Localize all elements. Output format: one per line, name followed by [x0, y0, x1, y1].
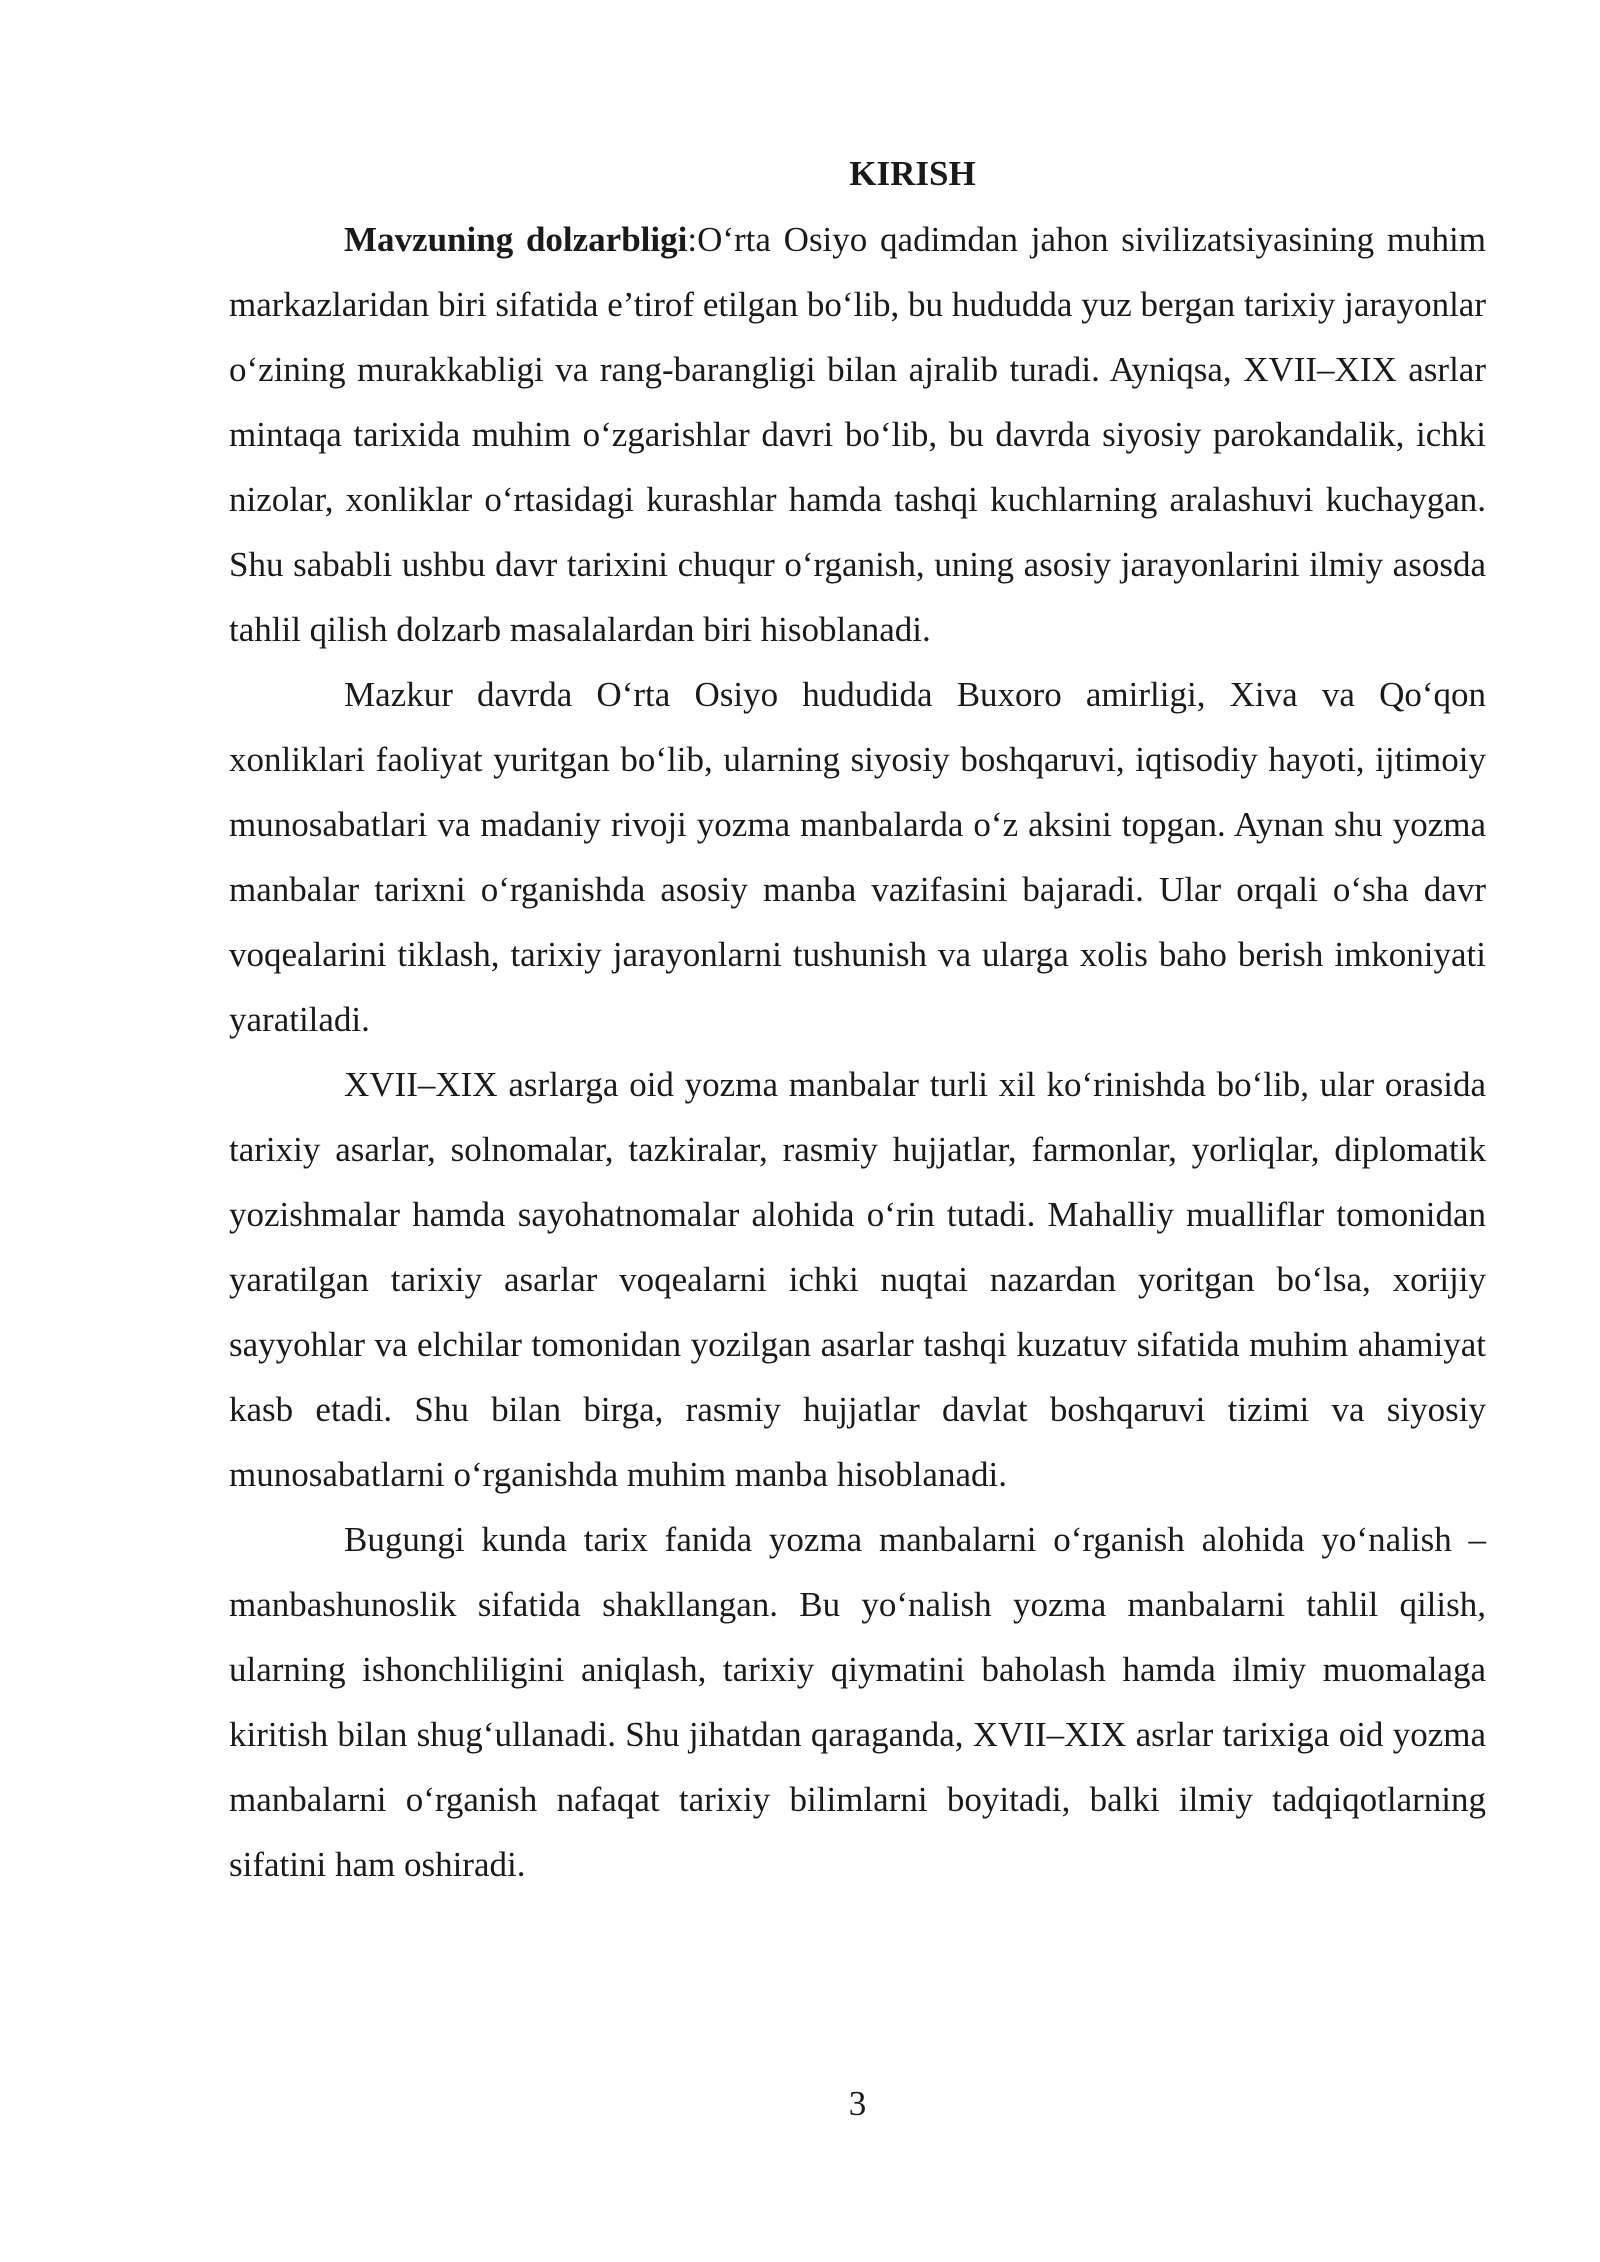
paragraph-text: :O‘rta Osiyo qadimdan jahon sivilizatsiyasining muhim markazlaridan biri sifatida e’tirof etilgan bo‘lib, bu hududda yuz bergan tarixiy jarayonlar o‘zining murakkabligi va rang-barangligi bilan ajralib turadi. Ayniqsa, XVII–XIX asrlar mintaqa tarixida muhim o‘zgarishlar davri bo‘lib, bu davrda siyosiy parokandalik, ichki nizolar, xonliklar o‘rtasidagi kurashlar hamda tashqi kuchlarning aralashuvi kuchaygan. Shu sababli ushbu davr tarixini chuqur o‘rganish, uning asosiy jarayonlarini ilmiy asosda tahlil qilish dolzarb masalalardan biri hisoblanadi. — [229, 220, 1486, 649]
page-number: 3 — [848, 2084, 867, 2123]
paragraph-sources: XVII–XIX asrlarga oid yozma manbalar turli xil ko‘rinishda bo‘lib, ular orasida tarixiy asarlar, solnomalar, tazkiralar, rasmiy hujjatlar, farmonlar, yorliqlar, diplomatik yozishmalar hamda sayohatnomalar alohida o‘rin tutadi. Mahalliy mualliflar tomonidan yaratilgan tarixiy asarlar voqealarni ichki nuqtai nazardan yoritgan bo‘lsa, xorijiy sayyohlar va elchilar tomonidan yozilgan asarlar tashqi kuzatuv sifatida muhim ahamiyat kasb etadi. Shu bilan birga, rasmiy hujjatlar davlat boshqaruvi tizimi va siyosiy munosabatlarni o‘rganishda muhim manba hisoblanadi. — [229, 1065, 1486, 1494]
paragraph-khanates: Mazkur davrda O‘rta Osiyo hududida Buxoro amirligi, Xiva va Qo‘qon xonliklari faoliyat yuritgan bo‘lib, ularning siyosiy boshqaruvi, iqtisodiy hayoti, ijtimoiy munosabatlari va madaniy rivoji yozma manbalarda o‘z aksini topgan. Aynan shu yozma manbalar tarixni o‘rganishda asosiy manba vazifasini bajaradi. Ular orqali o‘sha davr voqealarini tiklash, tarixiy jarayonlarni tushunish va ularga xolis baho berish imkoniyati yaratiladi. — [229, 675, 1486, 1039]
paragraph-lead-label: Mavzuning dolzarbligi — [344, 220, 688, 259]
page-content — [229, 145, 1486, 1897]
paragraph-relevance — [229, 207, 1486, 662]
paragraph-source-studies: Bugungi kunda tarix fanida yozma manbalarni o‘rganish alohida yo‘nalish – manbashunoslik sifatida shakllangan. Bu yo‘nalish yozma manbalarni tahlil qilish, ularning ishonchliligini aniqlash, tarixiy qiymatini baholash hamda ilmiy muomalaga kiritish bilan shug‘ullanadi. Shu jihatdan qaraganda, XVII–XIX asrlar tarixiga oid yozma manbalarni o‘rganish nafaqat tarixiy bilimlarni boyitadi, balki ilmiy tadqiqotlarning sifatini ham oshiradi. — [229, 1520, 1486, 1884]
page-title: KIRISH — [849, 154, 976, 193]
